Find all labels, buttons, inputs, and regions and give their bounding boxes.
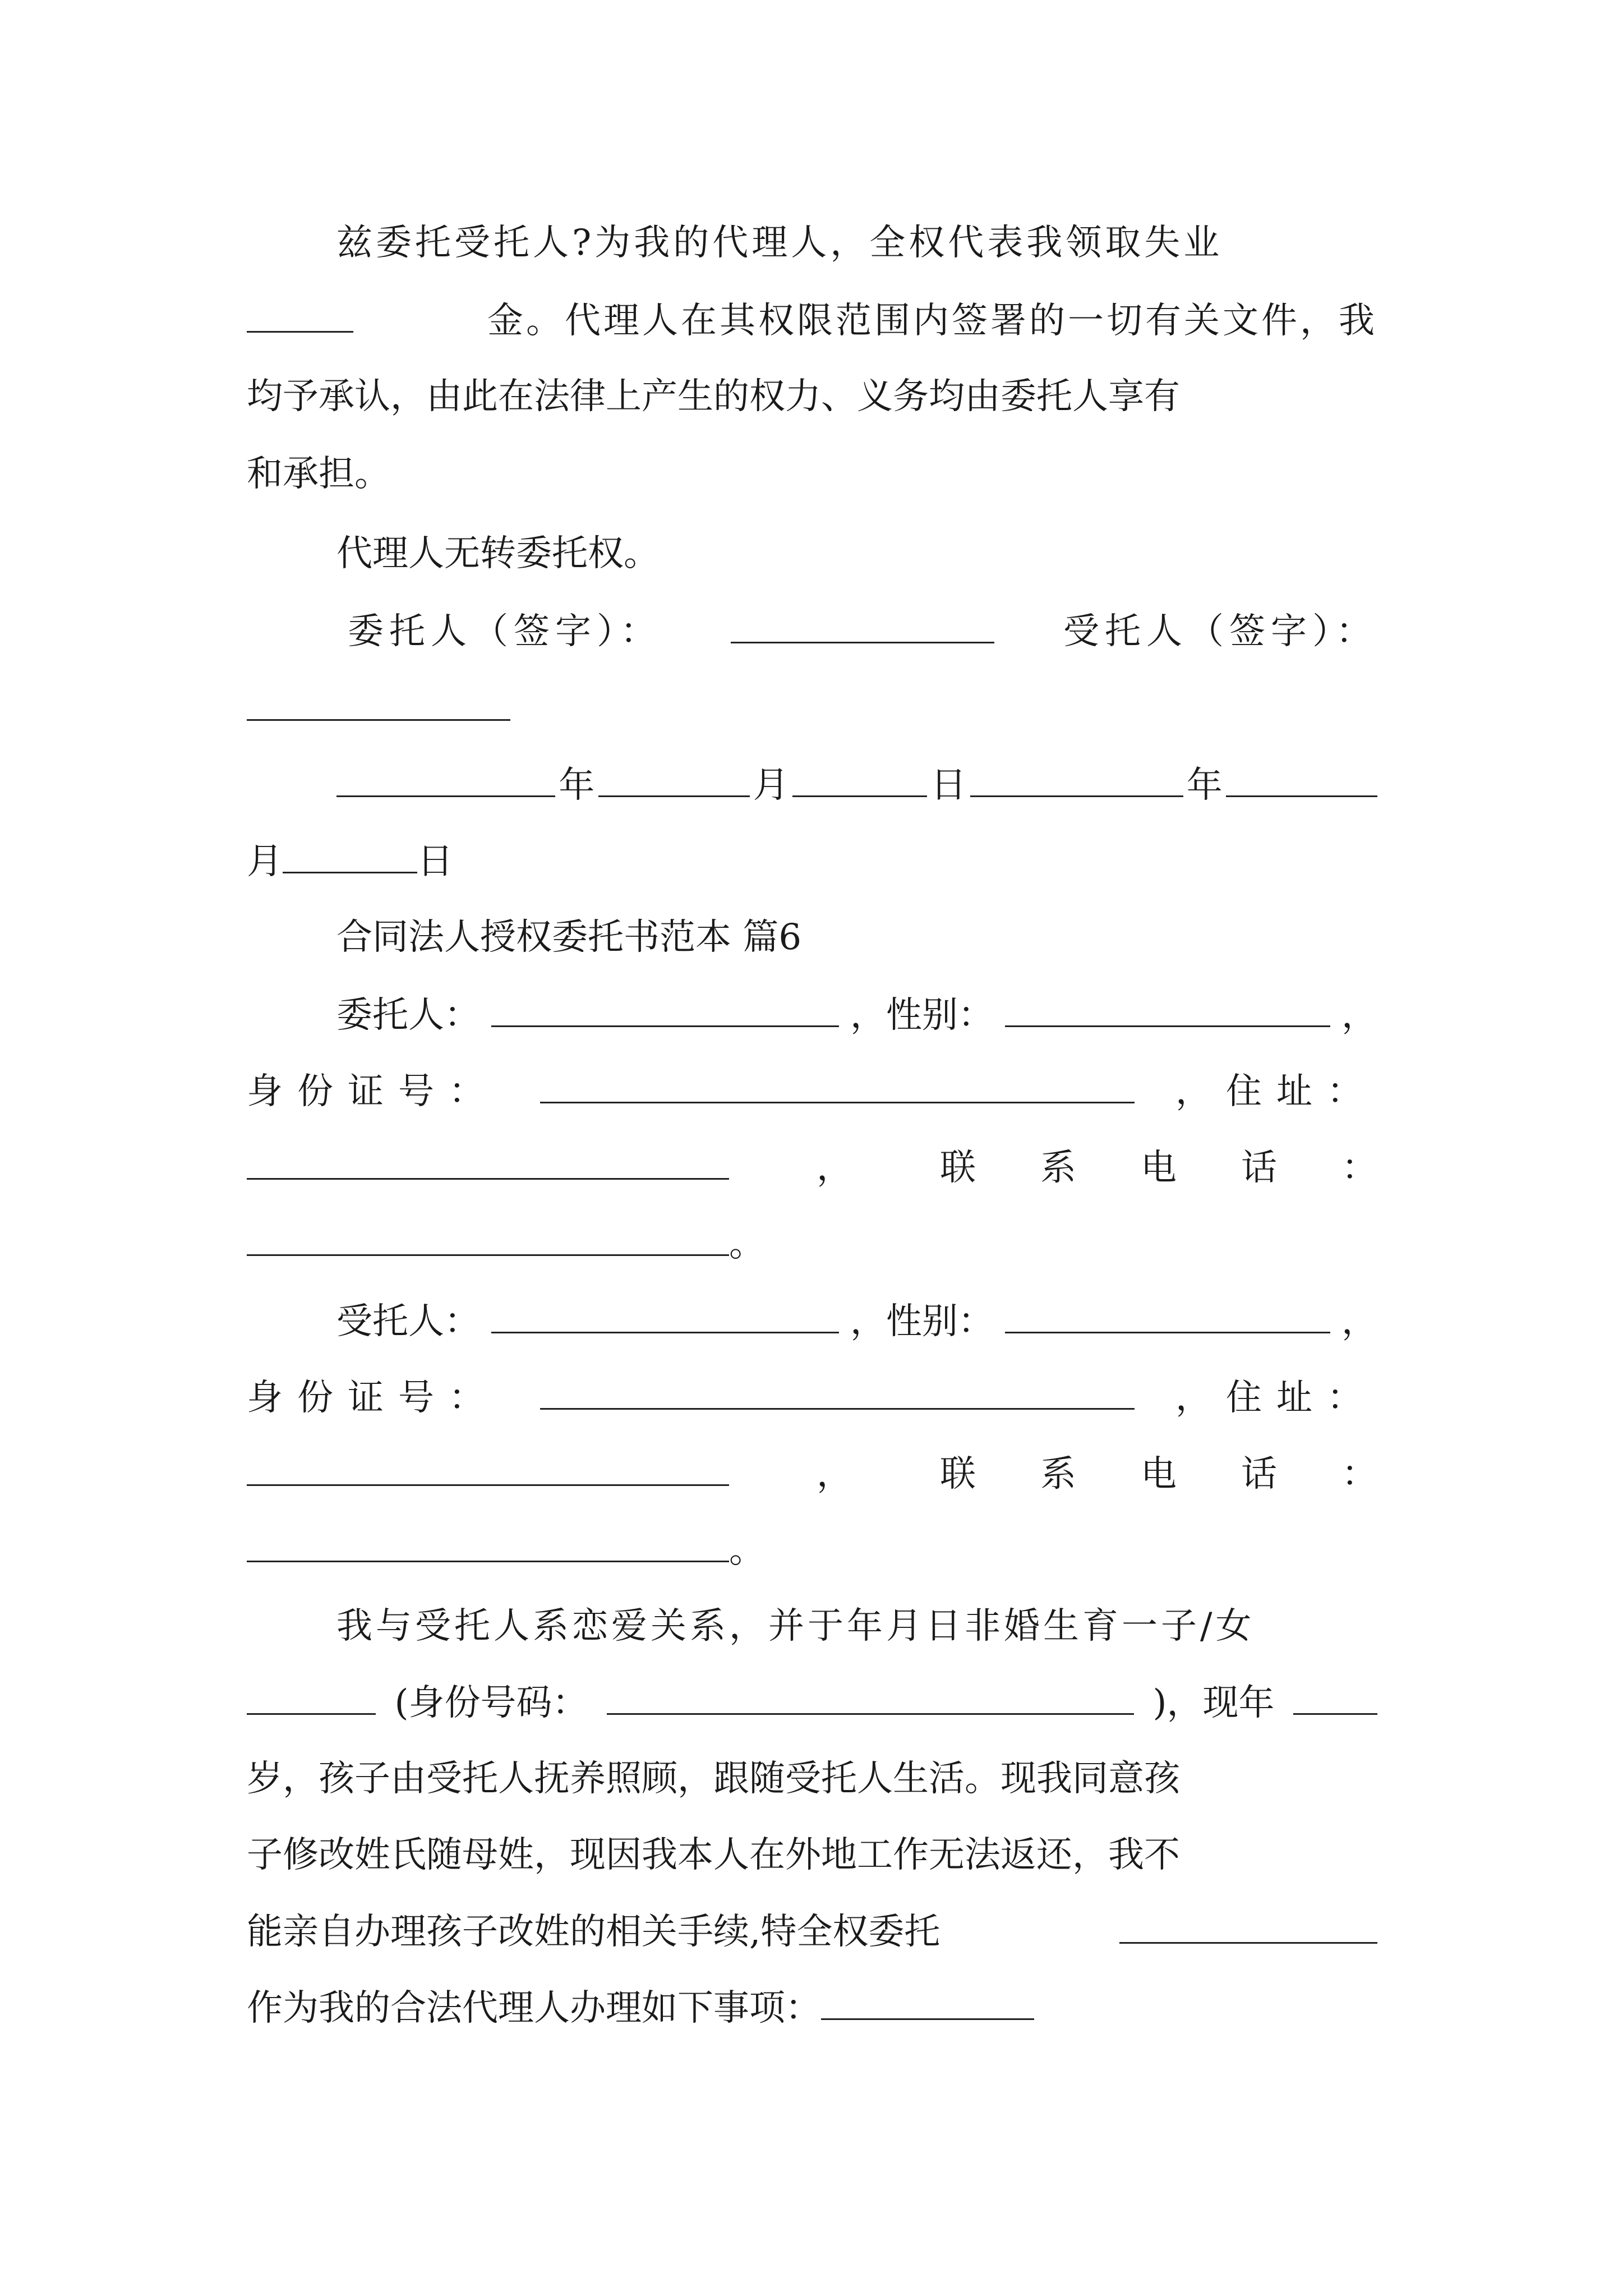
agent-phone-line — [247, 1448, 1442, 1499]
section-heading-line — [336, 912, 1377, 963]
agent-address-label: ，住址： — [1175, 1377, 1377, 1419]
para2-line-2 — [247, 1677, 1377, 1728]
date-line — [336, 760, 1377, 810]
principal-id-label: 身份证号： — [247, 1071, 499, 1112]
para1-line-1 — [336, 218, 1377, 268]
delegate-name-blank[interactable] — [1119, 1906, 1377, 1944]
principal-end-mark: 。 — [729, 1223, 765, 1265]
agent-gender-label: ，性别： — [850, 1301, 994, 1342]
date2-month-label: 月 — [247, 841, 283, 882]
para1-line-2 — [247, 295, 1377, 346]
child-age-blank[interactable] — [1293, 1677, 1377, 1715]
para2-line-6 — [247, 1982, 1377, 2033]
agent-signature-line — [247, 683, 1377, 734]
para1-text-3: 均予承认，由此在法律上产生的权力、义务均由委托人享有 — [247, 376, 1180, 417]
agent-signature-label: 受托人（签字）： — [1063, 611, 1377, 652]
para1-line-3 — [247, 371, 1377, 422]
date2-day-blank[interactable] — [283, 836, 417, 873]
agent-phone-comma: ， — [817, 1453, 852, 1495]
principal-signature-label: 委托人（签字）： — [348, 611, 662, 652]
para2-line-1 — [336, 1601, 1377, 1651]
date1-year-label: 年 — [559, 765, 595, 806]
agent-address-blank[interactable] — [247, 1448, 729, 1486]
date-line-2 — [247, 836, 1377, 886]
no-subdelegation-text: 代理人无转委托权。 — [336, 533, 660, 574]
date1-day-blank[interactable] — [792, 760, 927, 797]
principal-address-label: ，住址： — [1175, 1071, 1377, 1112]
principal-id-blank[interactable] — [540, 1066, 1135, 1103]
para2-text-1: 我与受托人系恋爱关系，并于年月日非婚生育一子/女 — [336, 1605, 1255, 1647]
principal-gender-label: ，性别： — [850, 995, 994, 1036]
agent-phone-label: 联系电话： — [940, 1453, 1442, 1495]
agent-id-line — [247, 1372, 1377, 1423]
date1-month-blank[interactable] — [598, 760, 750, 797]
para1-text-1: 兹委托受托人?为我的代理人，全权代表我领取失业 — [336, 222, 1223, 264]
principal-phone-comma: ， — [817, 1147, 852, 1189]
para2-text-6: 作为我的合法代理人办理如下事项： — [247, 1987, 821, 2029]
para2-text-5: 能亲自办理孩子改姓的相关手续,特全权委托 — [247, 1911, 940, 1953]
para2-text-3: 岁，孩子由受托人抚养照顾，跟随受托人生活。现我同意孩 — [247, 1758, 1180, 1800]
principal-name-line — [336, 990, 1377, 1040]
agent-name-label: 受托人： — [336, 1301, 480, 1342]
para2-text-4: 子修改姓氏随母姓，现因我本人在外地工作无法返还，我不 — [247, 1834, 1180, 1876]
date1-day-label: 日 — [930, 765, 967, 806]
principal-signature-blank[interactable] — [731, 606, 994, 643]
agent-phone-value-line — [247, 1525, 1377, 1575]
date1-year-blank[interactable] — [336, 760, 555, 797]
para1-text-2: 金。代理人在其权限范围内签署的一切有关文件，我 — [487, 300, 1377, 342]
child-id-blank[interactable] — [607, 1677, 1134, 1715]
para2-line-4 — [247, 1830, 1377, 1880]
agent-phone-blank[interactable] — [247, 1525, 729, 1562]
principal-phone-line — [247, 1142, 1442, 1193]
para2-text-2b: )，现年 — [1152, 1682, 1275, 1724]
section-heading: 合同法人授权委托书范本 篇6 — [336, 917, 802, 958]
principal-name-blank[interactable] — [491, 990, 839, 1027]
principal-name-label: 委托人： — [336, 995, 480, 1036]
unemployment-blank[interactable] — [247, 295, 353, 333]
para1-text-4: 和承担。 — [247, 453, 390, 495]
date2-day-label: 日 — [417, 841, 453, 882]
principal-id-line — [247, 1066, 1377, 1116]
date2-year-label: 年 — [1186, 765, 1223, 806]
principal-phone-blank[interactable] — [247, 1218, 729, 1256]
child-name-blank[interactable] — [247, 1677, 376, 1715]
date2-year-blank[interactable] — [970, 760, 1183, 797]
date1-month-label: 月 — [753, 765, 789, 806]
principal-comma: ， — [1341, 995, 1377, 1036]
para2-line-3 — [247, 1754, 1377, 1804]
matters-blank[interactable] — [821, 1982, 1034, 2020]
principal-phone-value-line — [247, 1218, 1377, 1269]
agent-name-blank[interactable] — [491, 1296, 839, 1333]
agent-id-blank[interactable] — [540, 1372, 1135, 1410]
para1-line-4 — [247, 449, 1377, 499]
principal-gender-blank[interactable] — [1005, 990, 1330, 1027]
para2-line-5 — [247, 1906, 1377, 1957]
date2-month-blank[interactable] — [1226, 760, 1377, 797]
agent-gender-blank[interactable] — [1005, 1296, 1330, 1333]
no-subdelegation-line — [336, 528, 1377, 579]
agent-name-line — [336, 1296, 1377, 1346]
para2-text-2a: (身份号码： — [394, 1682, 588, 1724]
agent-id-label: 身份证号： — [247, 1377, 499, 1419]
agent-end-mark: 。 — [729, 1530, 765, 1571]
principal-address-blank[interactable] — [247, 1142, 729, 1180]
agent-comma: ， — [1341, 1301, 1377, 1342]
signature-line — [348, 606, 1377, 656]
agent-signature-blank[interactable] — [247, 683, 510, 721]
principal-phone-label: 联系电话： — [940, 1147, 1442, 1189]
